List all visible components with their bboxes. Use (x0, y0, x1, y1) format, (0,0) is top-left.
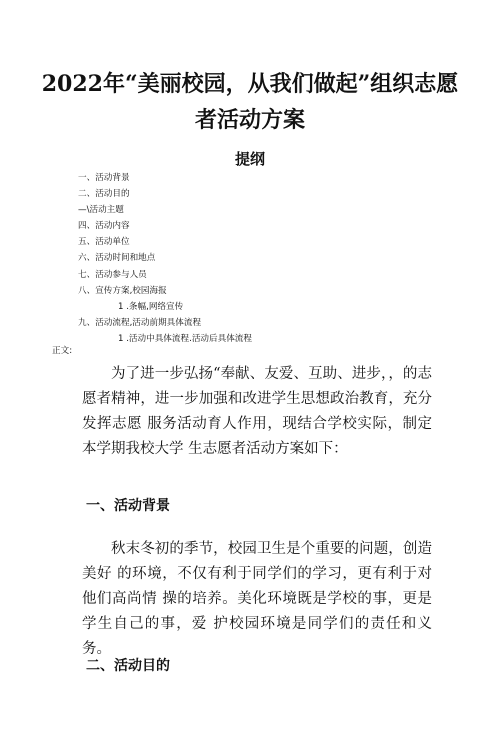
outline-item: 四、活动内容 (78, 221, 130, 232)
outline-item: 五、活动单位 (78, 237, 130, 248)
outline-item: —\活动主题 (78, 205, 124, 216)
outline-item: 九、活动流程,活动前期具体流程 (78, 317, 202, 328)
outline-subitem: 1 .条幅,网络宣传 (118, 301, 184, 312)
outline-item: 七、活动参与人员 (78, 269, 147, 280)
intro-paragraph: 为了进一步弘扬“奉献、友爱、互助、进步，，的志愿者精神，进一步加强和改进学生思想政治教育，充分发挥志愿 服务活动育人作用，现结合学校实际，制定本学期我校大学 生志愿者活动方案如下： (82, 366, 432, 457)
section-heading-purpose: 二、活动目的 (86, 658, 170, 674)
outline-subitem: 1 .活动中具体流程.活动后具体流程 (118, 333, 252, 344)
body-label: 正文: (52, 346, 73, 356)
outline-item: 八、宣传方案,校园海报 (78, 285, 167, 296)
title-line-2: 者活动方案 (194, 107, 305, 133)
outline-item: 六、活动时间和地点 (78, 253, 156, 264)
outline-item: 二、活动目的 (78, 189, 130, 200)
title-line-1: 2022年“美丽校园，从我们做起”组织志愿 (41, 71, 459, 97)
document-title (40, 66, 460, 138)
background-paragraph: 秋末冬初的季节，校园卫生是个重要的问题，创造美好 的环境，不仅有利于同学们的学习，更有利于对他们高尚情 操的培养。美化环境既是学校的事，更是学生自己的事，爱 护校园环境是同学们的责任和义务。 (82, 541, 432, 657)
outline-item: 一、活动背景 (78, 173, 130, 183)
section-heading-background: 一、活动背景 (86, 498, 170, 514)
outline-list (78, 170, 252, 347)
outline-heading: 提纲 (234, 150, 265, 168)
